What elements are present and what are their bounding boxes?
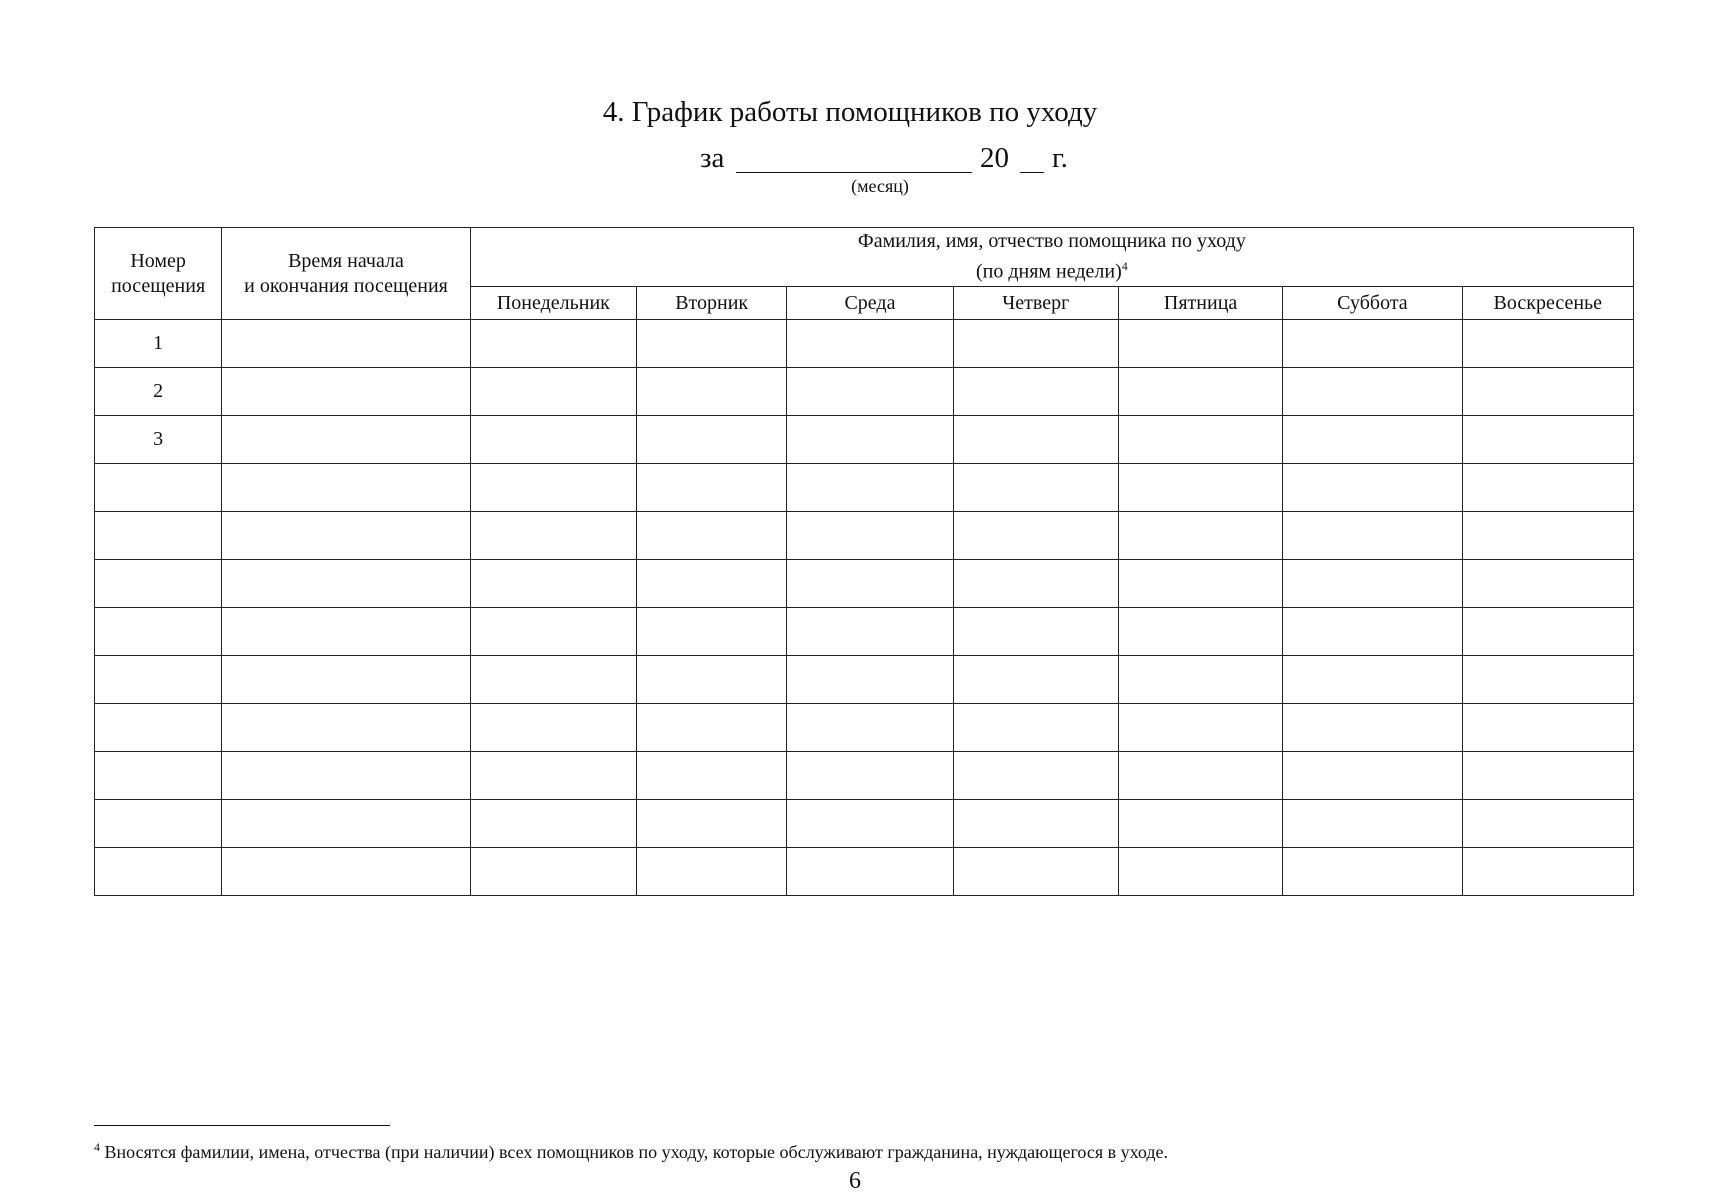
- assistant-day-cell: [470, 800, 636, 848]
- assistant-day-cell: [637, 800, 787, 848]
- assistant-day-cell: [1118, 800, 1282, 848]
- assistant-day-cell: [1283, 512, 1462, 560]
- day-header: Понедельник: [470, 287, 636, 320]
- period-prefix: за: [700, 142, 725, 174]
- header-assistant-line2: (по дням недели): [975, 260, 1122, 283]
- assistant-day-cell: [953, 800, 1118, 848]
- assistant-day-cell: [637, 704, 787, 752]
- table-row: [95, 464, 1634, 512]
- visit-number-cell: [95, 608, 222, 656]
- period-line: [700, 142, 1100, 178]
- assistant-day-cell: [1283, 560, 1462, 608]
- footnote-marker: 4: [94, 1140, 100, 1154]
- table-row: [95, 752, 1634, 800]
- visit-time-cell: [222, 464, 470, 512]
- footnote-ref: 4: [1121, 259, 1128, 274]
- day-header: Вторник: [637, 287, 787, 320]
- assistant-day-cell: [1283, 416, 1462, 464]
- assistant-day-cell: [470, 656, 636, 704]
- assistant-day-cell: [470, 752, 636, 800]
- visit-number-cell: [95, 704, 222, 752]
- header-visit-number-line1: Номер: [130, 249, 186, 272]
- assistant-day-cell: [1462, 704, 1633, 752]
- visit-time-cell: [222, 608, 470, 656]
- table-row: [95, 560, 1634, 608]
- assistant-day-cell: [1118, 416, 1282, 464]
- visit-time-cell: [222, 320, 470, 368]
- assistant-day-cell: [1283, 848, 1462, 896]
- visit-number-cell: 1: [95, 320, 222, 368]
- assistant-day-cell: [637, 608, 787, 656]
- assistant-day-cell: [1118, 656, 1282, 704]
- table-row: [95, 656, 1634, 704]
- day-header: Четверг: [953, 287, 1118, 320]
- assistant-day-cell: [1462, 800, 1633, 848]
- assistant-day-cell: [787, 512, 953, 560]
- assistant-day-cell: [637, 512, 787, 560]
- visit-number-cell: [95, 848, 222, 896]
- assistant-day-cell: [1462, 848, 1633, 896]
- assistant-day-cell: [1283, 800, 1462, 848]
- visit-number-cell: [95, 656, 222, 704]
- assistant-day-cell: [1283, 752, 1462, 800]
- year-suffix: г.: [1052, 142, 1068, 174]
- assistant-day-cell: [953, 608, 1118, 656]
- assistant-day-cell: [787, 752, 953, 800]
- assistant-day-cell: [1462, 608, 1633, 656]
- header-visit-number-line2: посещения: [111, 274, 206, 297]
- assistant-day-cell: [953, 368, 1118, 416]
- assistant-day-cell: [953, 848, 1118, 896]
- visit-time-cell: [222, 704, 470, 752]
- header-assistant-name: [470, 228, 1633, 287]
- footnote: [94, 1140, 1168, 1163]
- visit-number-cell: 3: [95, 416, 222, 464]
- month-blank-field: [736, 172, 972, 173]
- assistant-day-cell: [953, 320, 1118, 368]
- visit-number-cell: [95, 800, 222, 848]
- schedule-table: [94, 227, 1634, 896]
- assistant-day-cell: [1118, 848, 1282, 896]
- visit-number-cell: [95, 512, 222, 560]
- assistant-day-cell: [470, 512, 636, 560]
- assistant-day-cell: [637, 752, 787, 800]
- assistant-day-cell: [787, 800, 953, 848]
- visit-time-cell: [222, 560, 470, 608]
- header-assistant-line1: Фамилия, имя, отчество помощника по уходу: [857, 230, 1246, 253]
- assistant-day-cell: [1462, 512, 1633, 560]
- assistant-day-cell: [637, 368, 787, 416]
- assistant-day-cell: [1118, 608, 1282, 656]
- year-prefix: 20: [980, 142, 1009, 174]
- assistant-day-cell: [787, 560, 953, 608]
- assistant-day-cell: [637, 656, 787, 704]
- assistant-day-cell: [787, 416, 953, 464]
- assistant-day-cell: [1118, 464, 1282, 512]
- assistant-day-cell: [1462, 752, 1633, 800]
- visit-number-cell: [95, 752, 222, 800]
- year-blank-field: [1020, 172, 1044, 173]
- schedule-body: [95, 320, 1634, 896]
- assistant-day-cell: [1462, 464, 1633, 512]
- assistant-day-cell: [470, 848, 636, 896]
- page-number: 6: [849, 1168, 861, 1194]
- assistant-day-cell: [470, 560, 636, 608]
- assistant-day-cell: [787, 656, 953, 704]
- assistant-day-cell: [470, 464, 636, 512]
- table-row: [95, 704, 1634, 752]
- assistant-day-cell: [953, 464, 1118, 512]
- footnote-text: Вносятся фамилии, имена, отчества (при наличии) всех помощников по уходу, которые обслуживают гражданина, нуждающегося в уходе.: [104, 1142, 1169, 1162]
- assistant-day-cell: [787, 704, 953, 752]
- table-row: [95, 320, 1634, 368]
- day-header: Суббота: [1283, 287, 1462, 320]
- assistant-day-cell: [787, 608, 953, 656]
- table-row: [95, 800, 1634, 848]
- table-row: [95, 416, 1634, 464]
- assistant-day-cell: [1283, 320, 1462, 368]
- assistant-day-cell: [1283, 464, 1462, 512]
- assistant-day-cell: [1118, 368, 1282, 416]
- assistant-day-cell: [1462, 320, 1633, 368]
- visit-time-cell: [222, 512, 470, 560]
- visit-number-cell: [95, 464, 222, 512]
- header-visit-time-line2: и окончания посещения: [244, 274, 448, 297]
- header-visit-number: [95, 228, 222, 320]
- assistant-day-cell: [1283, 608, 1462, 656]
- assistant-day-cell: [787, 368, 953, 416]
- assistant-day-cell: [1462, 368, 1633, 416]
- assistant-day-cell: [637, 848, 787, 896]
- assistant-day-cell: [1462, 656, 1633, 704]
- assistant-day-cell: [1118, 512, 1282, 560]
- assistant-day-cell: [1118, 320, 1282, 368]
- visit-number-cell: [95, 560, 222, 608]
- assistant-day-cell: [1462, 560, 1633, 608]
- header-visit-time-line1: Время начала: [288, 249, 404, 272]
- assistant-day-cell: [1462, 416, 1633, 464]
- page-title: 4. График работы помощников по уходу: [602, 96, 1098, 128]
- month-caption: (месяц): [851, 176, 909, 196]
- assistant-day-cell: [953, 512, 1118, 560]
- visit-time-cell: [222, 752, 470, 800]
- assistant-day-cell: [953, 656, 1118, 704]
- visit-number-cell: 2: [95, 368, 222, 416]
- assistant-day-cell: [953, 416, 1118, 464]
- visit-time-cell: [222, 800, 470, 848]
- assistant-day-cell: [470, 320, 636, 368]
- header-visit-time: [222, 228, 470, 320]
- day-header: Среда: [787, 287, 953, 320]
- assistant-day-cell: [1118, 704, 1282, 752]
- assistant-day-cell: [1118, 560, 1282, 608]
- assistant-day-cell: [787, 848, 953, 896]
- assistant-day-cell: [470, 704, 636, 752]
- assistant-day-cell: [637, 464, 787, 512]
- day-header: Воскресенье: [1462, 287, 1633, 320]
- assistant-day-cell: [470, 368, 636, 416]
- assistant-day-cell: [1283, 704, 1462, 752]
- assistant-day-cell: [787, 320, 953, 368]
- visit-time-cell: [222, 848, 470, 896]
- assistant-day-cell: [637, 416, 787, 464]
- table-row: [95, 608, 1634, 656]
- assistant-day-cell: [1118, 752, 1282, 800]
- visit-time-cell: [222, 368, 470, 416]
- assistant-day-cell: [637, 320, 787, 368]
- assistant-day-cell: [637, 560, 787, 608]
- assistant-day-cell: [953, 560, 1118, 608]
- assistant-day-cell: [470, 416, 636, 464]
- assistant-day-cell: [470, 608, 636, 656]
- visit-time-cell: [222, 416, 470, 464]
- table-row: [95, 368, 1634, 416]
- day-header: Пятница: [1118, 287, 1282, 320]
- table-row: [95, 512, 1634, 560]
- assistant-day-cell: [1283, 656, 1462, 704]
- visit-time-cell: [222, 656, 470, 704]
- table-row: [95, 848, 1634, 896]
- assistant-day-cell: [953, 752, 1118, 800]
- assistant-day-cell: [953, 704, 1118, 752]
- assistant-day-cell: [787, 464, 953, 512]
- assistant-day-cell: [1283, 368, 1462, 416]
- footnote-divider: [94, 1125, 390, 1126]
